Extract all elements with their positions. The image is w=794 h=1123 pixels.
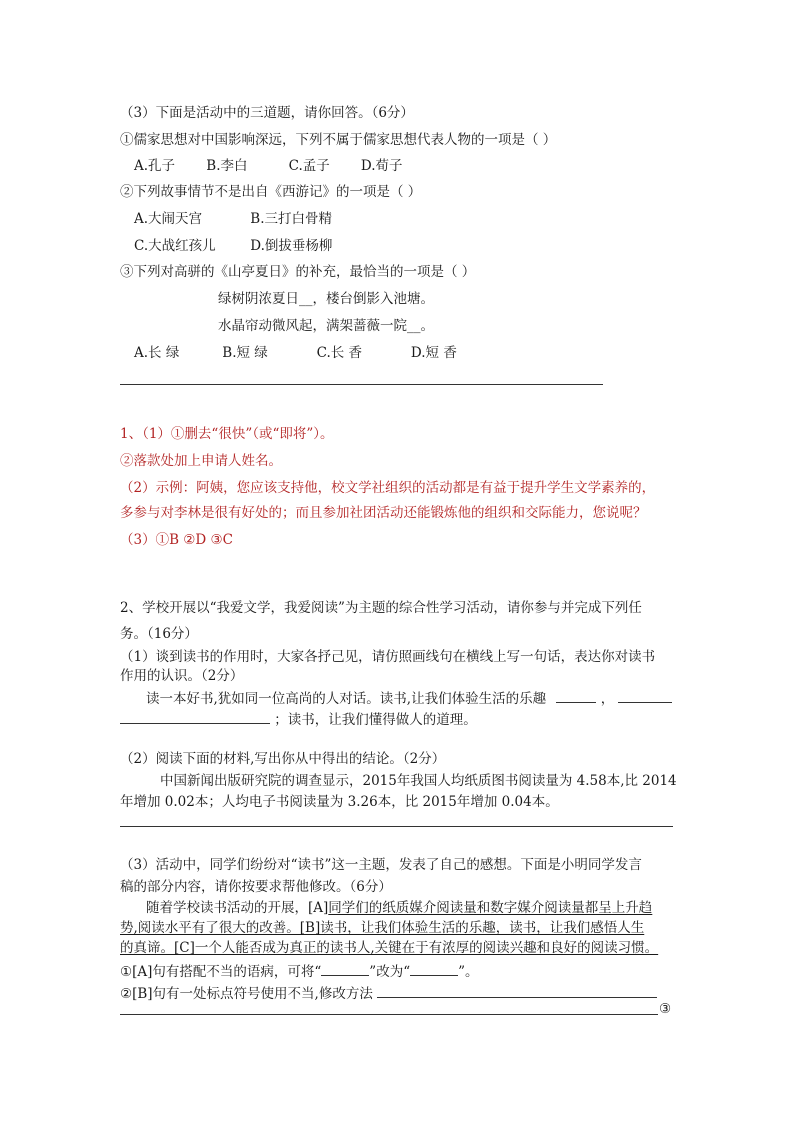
q3-sub1-stem: ①儒家思想对中国影响深远，下列不属于儒家思想代表人物的一项是（ ） <box>120 132 557 148</box>
option-d[interactable]: D.倒拔垂杨柳 <box>250 238 333 254</box>
answer-blank-to[interactable] <box>410 961 458 976</box>
q2-p3-line2: 稿的部分内容，请你按要求帮他修改。（6分） <box>120 879 392 895</box>
option-c[interactable]: C.孟子 <box>288 158 330 174</box>
q2-p3-q2: ②[B]句有一处标点符号使用不当,修改方法 <box>120 983 657 1003</box>
q2-p3-text-3: 的真谛。[C]一个人能否成为真正的读书人,关键在于有浓厚的阅读兴趣和良好的阅读习惯。 <box>120 940 659 956</box>
q2-p3-q1: ①[A]句有搭配不当的语病，可将“ ”改为“ ”。 <box>120 961 479 981</box>
answer-blank-punctuation[interactable] <box>377 983 657 998</box>
option-b[interactable]: B.李白 <box>206 158 248 174</box>
sentence-a-underlined: 同学们的纸质媒介阅读量和数字媒介阅读量都呈上升趋 <box>328 900 653 916</box>
q2-p1-sentence-b: ；读书，让我们懂得做人的道理。 <box>120 709 477 729</box>
q3-sub2-options-row2 <box>134 237 332 255</box>
q2-p3-line1: （3）活动中，同学们纷纷对“读书”这一主题，发表了自己的感想。下面是小明同学发言 <box>120 857 642 873</box>
q2-intro-line1: 2、学校开展以“我爱文学，我爱阅读”为主题的综合性学习活动，请你参与并完成下列任 <box>120 600 642 616</box>
q3-sub2-stem: ②下列故事情节不是出自《西游记》的一项是（ ） <box>120 184 422 200</box>
answer-blank-1[interactable] <box>556 688 596 703</box>
q2-p1-sentence-a: 读一本好书,犹如同一位高尚的人对话。读书,让我们体验生活的乐趣 ， <box>146 688 672 708</box>
q3-header: （3）下面是活动中的三道题，请你回答。（6分） <box>120 105 414 121</box>
answer-blank-2[interactable] <box>618 688 672 703</box>
q3-sub3-options <box>134 344 457 362</box>
section-divider <box>120 384 603 385</box>
option-d[interactable]: D.短 香 <box>410 345 457 361</box>
answer-1-2: ②落款处加上申请人姓名。 <box>120 453 282 469</box>
option-a[interactable]: A.长 绿 <box>134 345 180 361</box>
answer-line-q3[interactable] <box>120 1014 658 1015</box>
q2-p2-material-2: 年增加 0.02本；人均电子书阅读量为 3.26本，比 2015年增加 0.04本。 <box>120 794 559 810</box>
q2-p3-text-2: 势,阅读水平有了很大的改善。[B]读书，让我们体验生活的乐趣，读书，让我们感悟人生 <box>120 920 645 936</box>
option-c[interactable]: C.长 香 <box>316 345 363 361</box>
answer-3: （3）①B ②D ③C <box>120 532 233 548</box>
option-d[interactable]: D.荀子 <box>360 158 403 174</box>
answer-2-line2: 多参与对李林是很有好处的；而且参加社团活动还能锻炼他的组织和交际能力，您说呢？ <box>120 505 647 521</box>
answer-blank-from[interactable] <box>321 961 369 976</box>
poem-line-2: 水晶帘动微风起，满架蔷薇一院__。 <box>218 318 434 334</box>
answer-2-line1: （2）示例：阿姨，您应该支持他，校文学社组织的活动都是有益于提升学生文学素养的， <box>120 480 656 496</box>
answer-line-p2[interactable] <box>120 826 673 827</box>
answer-1-1: 1、（1）①删去“很快”（或“即将”）。 <box>120 426 334 442</box>
option-b[interactable]: B.三打白骨精 <box>250 211 333 227</box>
option-c[interactable]: C.大战红孩儿 <box>134 238 216 254</box>
q3-sub3-stem: ③下列对高骈的《山亭夏日》的补充，最恰当的一项是（ ） <box>120 264 476 280</box>
option-a[interactable]: A.孔子 <box>134 158 176 174</box>
answer-blank-3[interactable] <box>120 709 270 724</box>
q2-p3-q3-marker: ③ <box>659 1001 672 1017</box>
poem-line-1: 绿树阴浓夏日__，楼台倒影入池塘。 <box>218 291 434 307</box>
q2-p2-material-1: 中国新闻出版研究院的调查显示，2015年我国人均纸质图书阅读量为 4.58本,比 2014 <box>160 773 677 789</box>
option-a[interactable]: A.大闹天宫 <box>134 211 203 227</box>
q2-intro-line2: 务。（16分） <box>120 626 198 642</box>
q2-p3-text-1: 随着学校读书活动的开展，[A]同学们的纸质媒介阅读量和数字媒介阅读量都呈上升趋 <box>146 900 653 916</box>
q3-sub1-options <box>134 157 403 175</box>
q3-sub2-options-row1 <box>134 210 332 228</box>
model-sentence: 读一本好书,犹如同一位高尚的人对话。读书,让我们体验生活的乐趣 <box>146 691 547 707</box>
option-b[interactable]: B.短 绿 <box>222 345 268 361</box>
q2-p1-line2: 作用的认识。（2分） <box>120 668 244 684</box>
q2-p2-line1: （2）阅读下面的材料,写出你从中得出的结论。（2分） <box>120 751 446 767</box>
q2-p1-line1: （1）谈到读书的作用时，大家各抒己见，请仿照画线句在横线上写一句话，表达你对读书 <box>120 649 656 665</box>
